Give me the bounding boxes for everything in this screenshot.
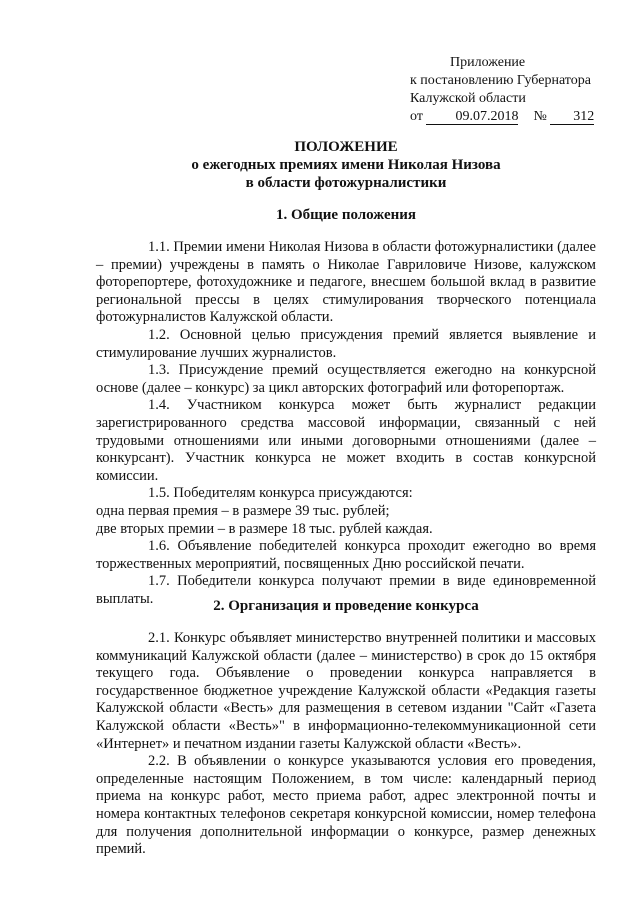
document-title — [96, 138, 596, 192]
paragraph-1-5: 1.5. Победителям конкурса присуждаются: — [148, 485, 413, 502]
paragraph-2-1: 2.1. Конкурс объявляет министерство внутренней политики и массовых коммуникаций Калужской области (далее – министерство) в срок до 15 октября текущего года. Объявление о проведении конкурса направляется в государственное бюджетное учреждение Калужской области «Редакция газеты Калужской области «Весть» для размещения в сетевом издании "Сайт «Газета Калужской области «Весть»" в информационно-телекоммуникационной сети «Интернет» и печатном издании газеты Калужской области «Весть». — [96, 630, 596, 752]
decree-date: 09.07.2018 — [426, 110, 518, 125]
title-main: ПОЛОЖЕНИЕ — [294, 139, 398, 155]
paragraph-1-1: 1.1. Премии имени Николая Низова в области фотожурналистики (далее – премии) учреждены в память о Николае Гавриловиче Низове, калужском фоторепортере, фотохудожнике и педагоге, внесшем большой вклад в развитие региональной прессы в целях стимулирования творческого потенциала фотожурналистов Калужской области. — [96, 239, 596, 326]
paragraph-2-2: 2.2. В объявлении о конкурсе указываются условия его проведения, определенные настоящим Положением, в том числе: календарный период приема на конкурс работ, место приема работ, адрес электронной почты и номера контактных телефонов секретаря конкурсной комиссии, номер телефона для получения дополнительной информации о конкурсе, размер денежных премий. — [96, 753, 596, 858]
paragraph-1-5-a: одна первая премия – в размере 39 тыс. рублей; — [96, 502, 390, 519]
from-label: от — [410, 109, 423, 124]
paragraph-1-2: 1.2. Основной целью присуждения премий является выявление и стимулирование лучших журналистов. — [96, 326, 596, 361]
appendix-decree: к постановлению Губернатора — [410, 73, 591, 88]
appendix-date-row — [410, 108, 625, 126]
section1-heading: 1. Общие положения — [275, 207, 417, 223]
title-sub1: о ежегодных премиях имени Николая Низова — [191, 157, 501, 173]
paragraph-1-5-b: две вторых премии – в размере 18 тыс. рублей каждая. — [96, 520, 433, 537]
number-label: № — [533, 109, 547, 124]
section2-heading: 2. Организация и проведение конкурса — [213, 598, 479, 614]
paragraph-1-7: 1.7. Победители конкурса получают премии в виде единовременной выплаты. — [96, 573, 596, 607]
appendix-block — [410, 54, 625, 126]
decree-number: 312 — [550, 110, 594, 125]
appendix-region: Калужской области — [410, 91, 526, 106]
section1-body — [96, 239, 596, 608]
paragraph-1-3: 1.3. Присуждение премий осуществляется ежегодно на конкурсной основе (далее – конкурс) за цикл авторских фотографий или фоторепортаж. — [96, 362, 596, 396]
section2-body — [96, 630, 596, 859]
appendix-title: Приложение — [450, 55, 526, 70]
paragraph-1-6: 1.6. Объявление победителей конкурса проходит ежегодно во время торжественных мероприятий, посвященных Дню российской печати. — [96, 538, 596, 572]
title-sub2: в области фотожурналистики — [245, 175, 447, 191]
paragraph-1-4: 1.4. Участником конкурса может быть журналист редакции зарегистрированного средства массовой информации, связанный с ней трудовыми отношениями или иными договорными отношениями (далее – конкурсант). Участник конкурса не может входить в состав конкурсной комиссии. — [96, 397, 596, 484]
